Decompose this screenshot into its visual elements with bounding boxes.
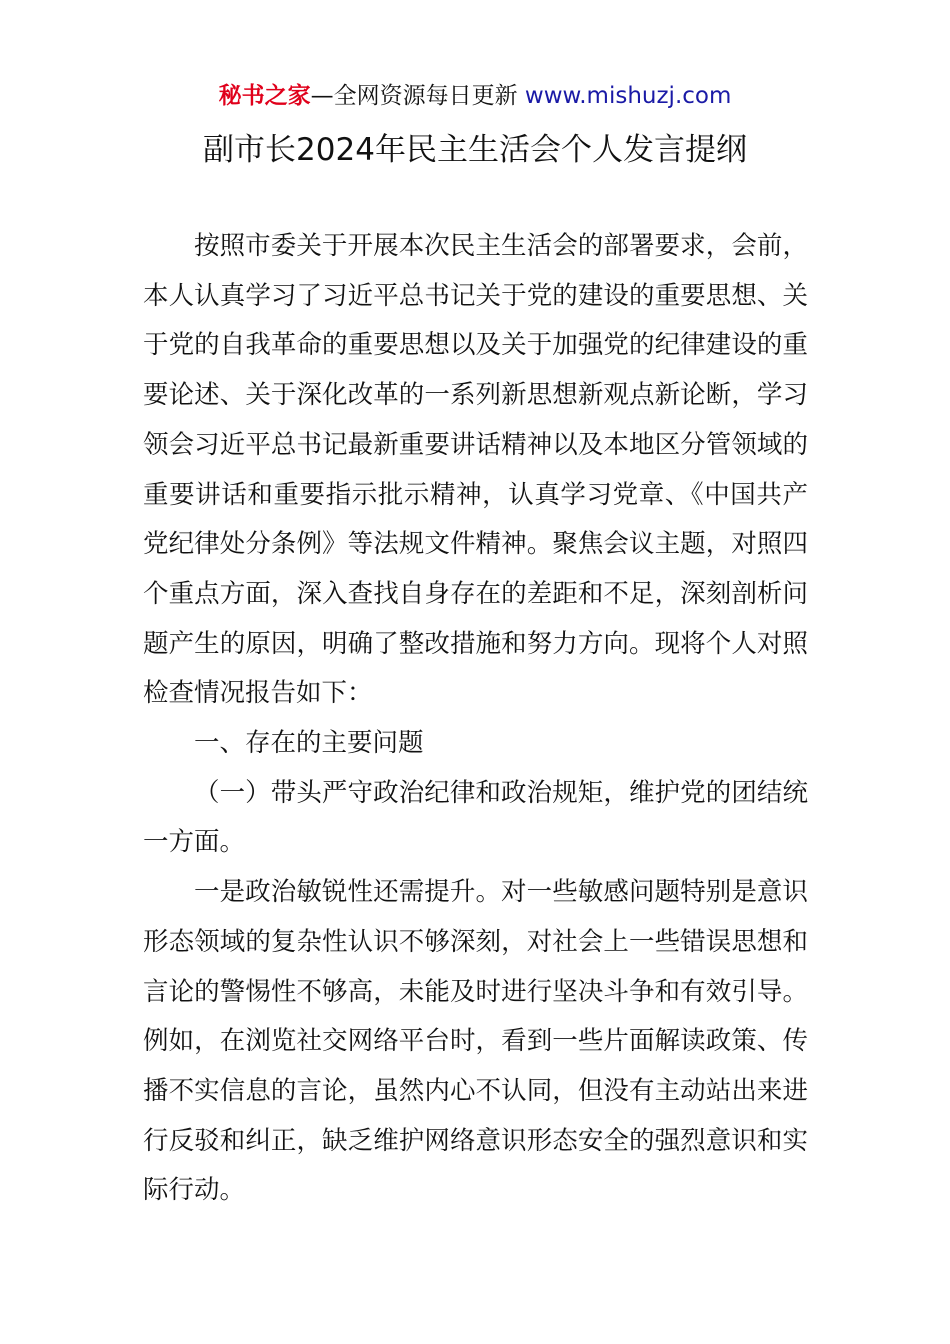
site-url-link[interactable]: www.mishuzj.com <box>524 83 732 109</box>
section-heading: 一、存在的主要问题 <box>194 728 424 759</box>
document-title: 副市长2024年民主生活会个人发言提纲 <box>203 132 747 168</box>
document-body <box>143 222 808 1216</box>
site-header <box>0 80 950 112</box>
intro-paragraph: 按照市委关于开展本次民主生活会的部署要求，会前，本人认真学习了习近平总书记关于党的建设的重要思想、关于党的自我革命的重要思想以及关于加强党的纪律建设的重要论述、关于深化改革的一系列新思想新观点新论断，学习领会习近平总书记最新重要讲话精神以及本地区分管领域的重要讲话和重要指示批示精神，认真学习党章、《中国共产党纪律处分条例》等法规文件精神。聚焦会议主题，对照四个重点方面，深入查找自身存在的差距和不足，深刻剖析问题产生的原因，明确了整改措施和努力方向。现将个人对照检查情况报告如下： <box>143 231 808 709</box>
site-brand: 秘书之家 <box>218 83 311 109</box>
subsection-heading: （一）带头严守政治纪律和政治规矩，维护党的团结统一方面。 <box>143 777 808 858</box>
point-one-paragraph: 一是政治敏锐性还需提升。对一些敏感问题特别是意识形态领域的复杂性认识不够深刻，对社会上一些错误思想和言论的警惕性不够高，未能及时进行坚决斗争和有效引导。例如，在浏览社交网络平台时，看到一些片面解读政策、传播不实信息的言论，虽然内心不认同，但没有主动站出来进行反驳和纠正，缺乏维护网络意识形态安全的强烈意识和实际行动。 <box>143 877 808 1206</box>
site-tagline: —全网资源每日更新 <box>310 83 525 109</box>
